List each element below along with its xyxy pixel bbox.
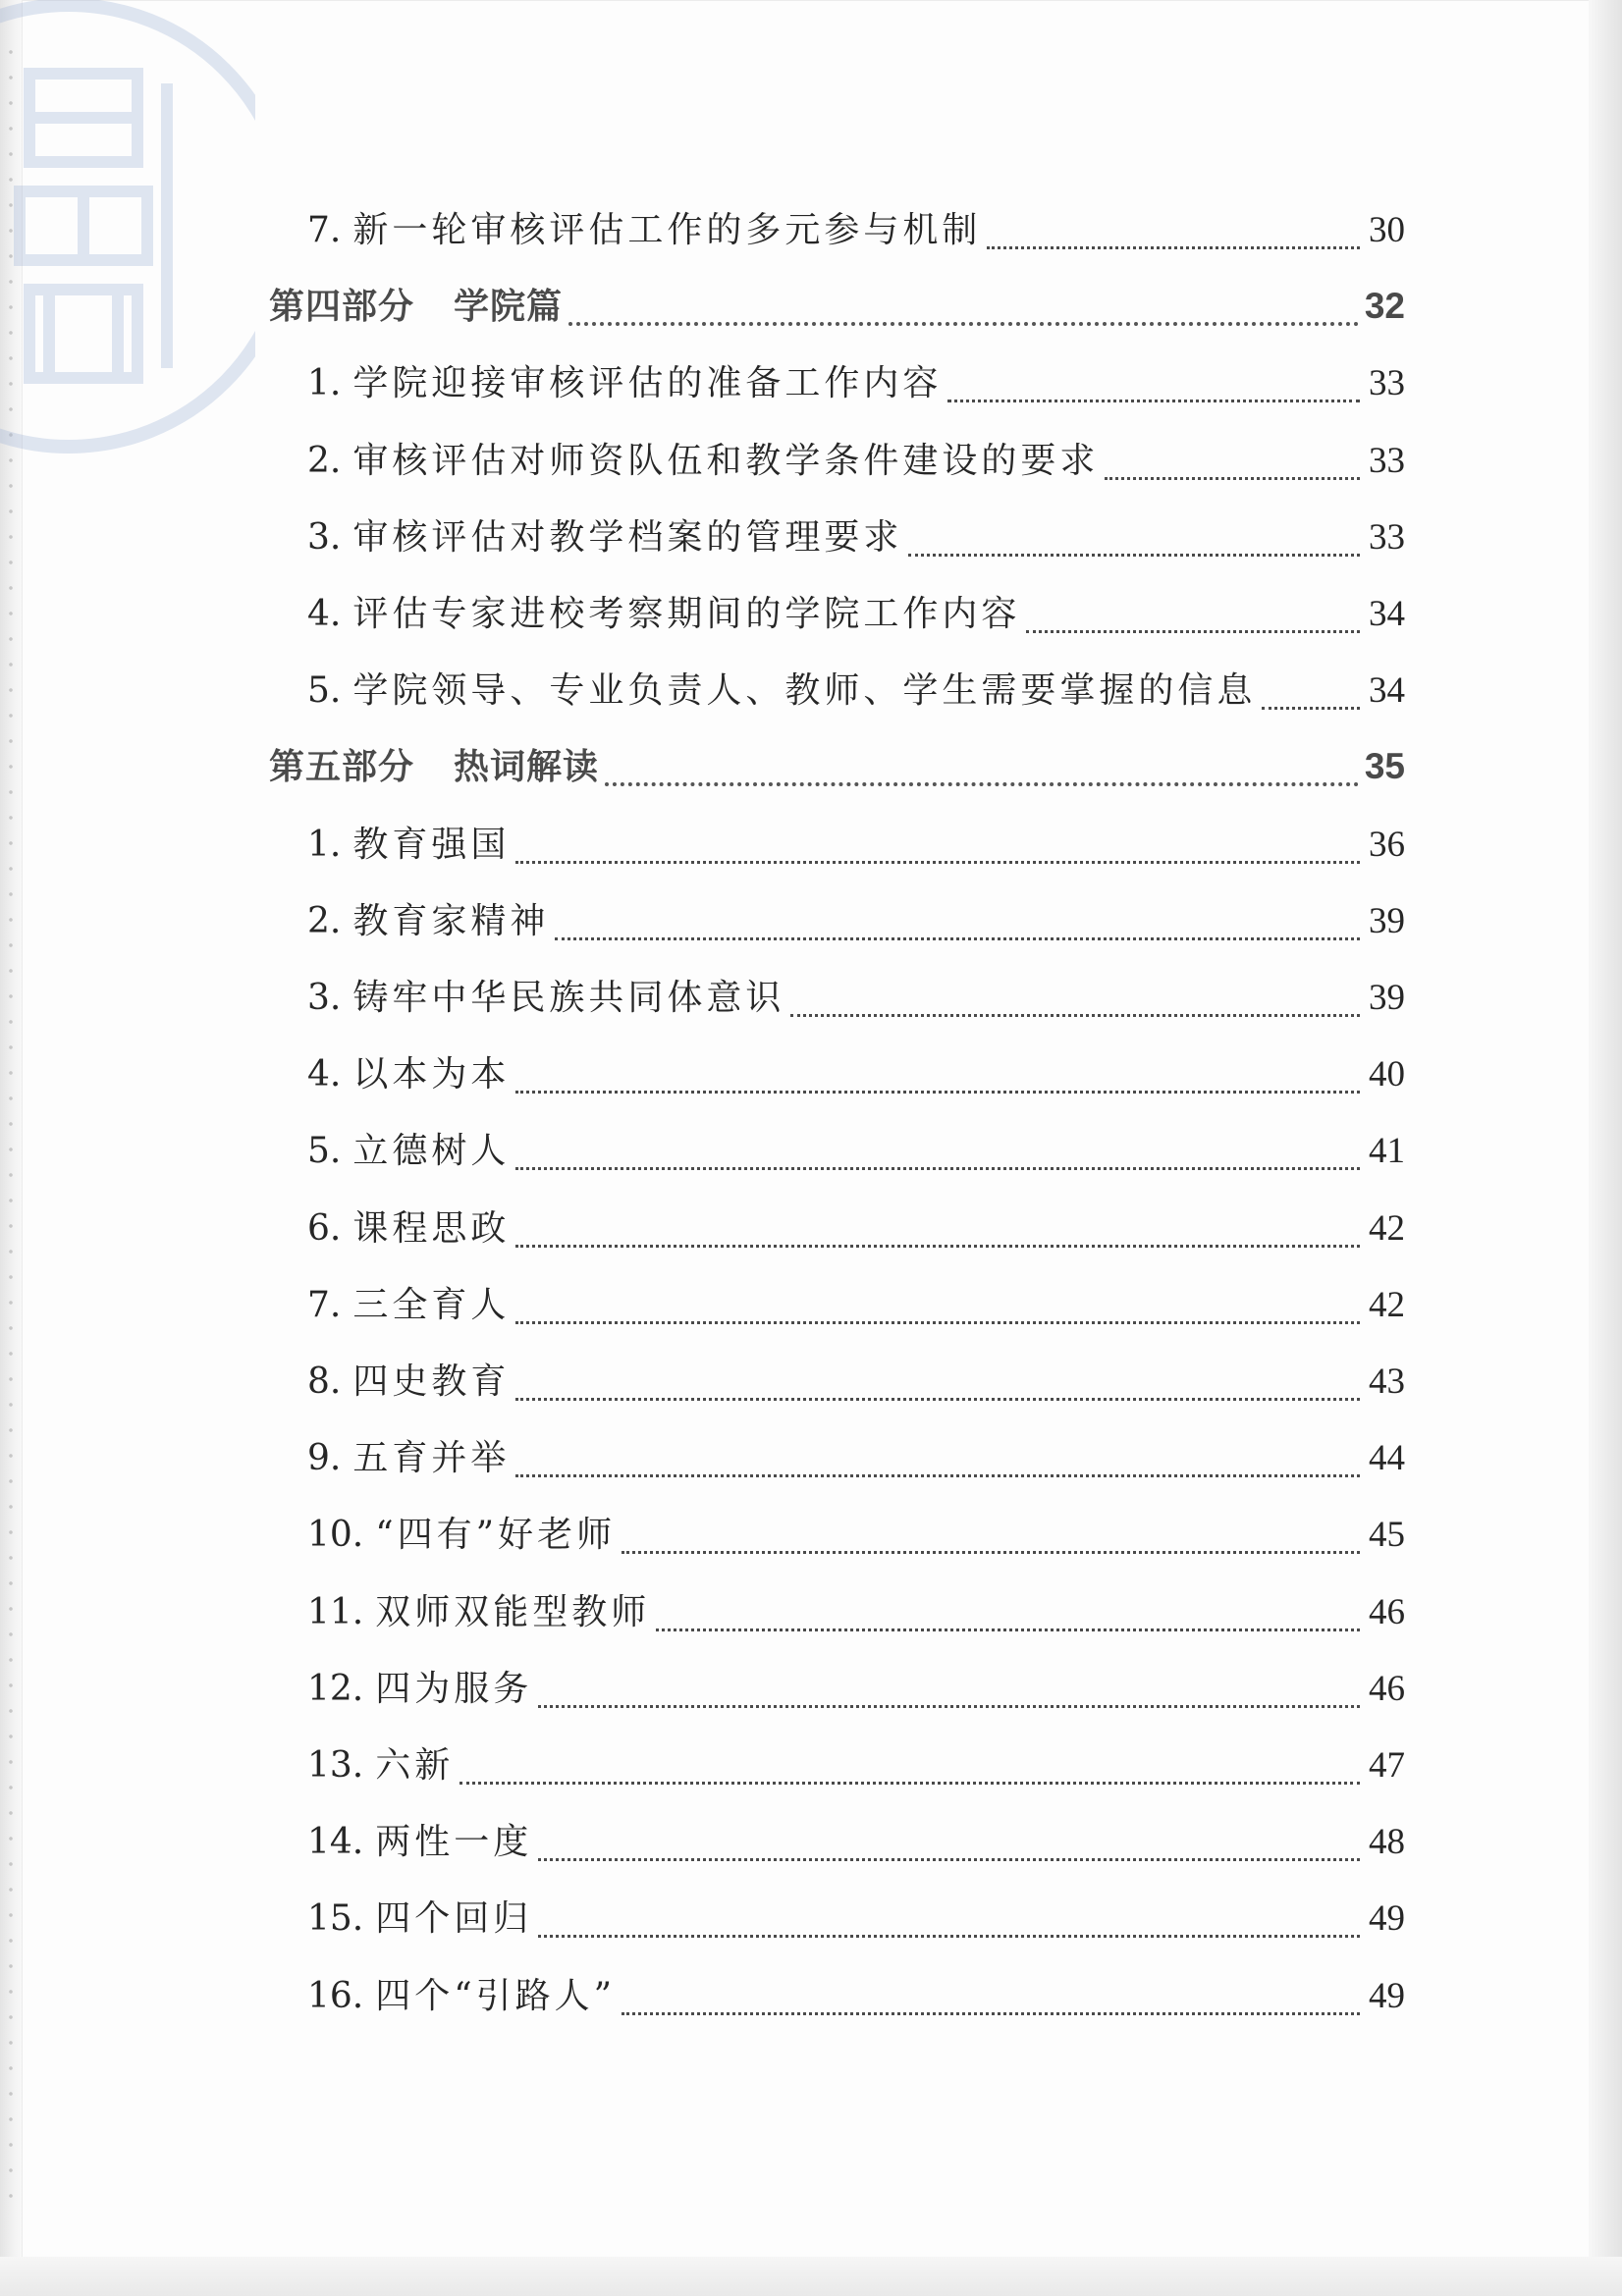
toc-page-number: 33 [1369, 363, 1405, 404]
toc-page-number: 42 [1369, 1284, 1405, 1325]
toc-number: 16. [307, 1975, 364, 2016]
dot-leader [1105, 477, 1360, 480]
toc-title: 审核评估对师资队伍和教学条件建设的要求 [352, 440, 1100, 481]
toc-number: 14. [307, 1822, 364, 1863]
dot-leader [908, 554, 1360, 557]
dot-leader [515, 1474, 1360, 1477]
toc-page-number: 44 [1369, 1438, 1405, 1479]
toc-page-number: 42 [1369, 1207, 1405, 1249]
toc-number: 5. [307, 1131, 342, 1172]
toc-number: 1. [307, 363, 342, 404]
toc-title: 铸牢中华民族共同体意识 [352, 978, 785, 1018]
toc-title: 六新 [375, 1745, 455, 1786]
toc-page-number: 46 [1369, 1668, 1405, 1709]
toc-page-number: 34 [1369, 594, 1405, 634]
toc-number: 15. [307, 1898, 364, 1940]
toc-part-heading [269, 279, 1405, 338]
dot-leader [555, 937, 1360, 940]
toc-page-number: 46 [1369, 1591, 1405, 1632]
toc-page-number: 47 [1369, 1745, 1405, 1786]
dot-leader [947, 400, 1360, 402]
toc-number: 9. [307, 1438, 342, 1479]
toc-page-number: 49 [1369, 1975, 1405, 2016]
toc-entry [307, 1277, 1405, 1336]
toc-number: 11. [307, 1591, 364, 1632]
toc-page-number: 49 [1369, 1898, 1405, 1940]
toc-page-number: 43 [1369, 1362, 1405, 1402]
toc-number: 3. [307, 978, 342, 1018]
dot-leader [605, 782, 1359, 786]
toc-title: 立德树人 [352, 1131, 511, 1172]
dot-leader [515, 1321, 1360, 1324]
dot-leader [987, 246, 1360, 249]
toc-number: 8. [307, 1362, 342, 1402]
toc-entry [307, 433, 1405, 492]
toc-title: 双师双能型教师 [375, 1591, 651, 1632]
toc-title: 学院迎接审核评估的准备工作内容 [352, 363, 943, 404]
toc-title: 四个“引路人” [375, 1975, 617, 2016]
toc-number: 4. [307, 1054, 342, 1095]
dot-leader [515, 861, 1360, 864]
toc-title: 以本为本 [352, 1054, 511, 1095]
toc-title: 课程思政 [352, 1207, 511, 1249]
toc-title: 学院篇 [454, 287, 564, 328]
dot-leader [538, 1935, 1360, 1938]
toc-number: 12. [307, 1668, 364, 1709]
toc-part-heading [269, 739, 1405, 798]
dot-leader [538, 1705, 1360, 1708]
toc-title: 五育并举 [352, 1438, 511, 1479]
toc-number: 10. [307, 1515, 364, 1556]
toc-page-number: 33 [1369, 516, 1405, 558]
toc-title: 四为服务 [375, 1668, 533, 1709]
toc-number: 2. [307, 440, 342, 481]
toc-entry [307, 1201, 1405, 1259]
toc-entry [307, 1968, 1405, 2027]
toc-entry [307, 893, 1405, 952]
dot-leader [1262, 707, 1360, 710]
toc-page-number: 30 [1369, 210, 1405, 250]
dot-leader [656, 1629, 1360, 1631]
toc-entry [307, 202, 1405, 261]
toc-title: 三全育人 [352, 1284, 511, 1325]
toc-number: 2. [307, 900, 342, 941]
toc-title: 学院领导、专业负责人、教师、学生需要掌握的信息 [352, 670, 1257, 712]
toc-entry [307, 1046, 1405, 1105]
toc-entry [307, 817, 1405, 876]
toc-title: 教育家精神 [352, 900, 550, 941]
toc-page-number: 34 [1369, 670, 1405, 712]
toc-entry [307, 663, 1405, 721]
toc-entry [307, 1891, 1405, 1949]
toc-entry [307, 1430, 1405, 1489]
dot-leader [538, 1858, 1360, 1861]
dot-leader [515, 1091, 1360, 1094]
toc-number: 4. [307, 594, 342, 634]
dot-leader [515, 1245, 1360, 1248]
toc-entry [307, 1737, 1405, 1796]
toc-page-number: 39 [1369, 900, 1405, 941]
dot-leader [460, 1782, 1360, 1785]
toc-number: 1. [307, 824, 342, 865]
toc-entry [307, 970, 1405, 1029]
toc-page-number: 48 [1369, 1822, 1405, 1863]
toc-entry [307, 1123, 1405, 1182]
toc-title: 教育强国 [352, 824, 511, 865]
toc-page-number: 40 [1369, 1054, 1405, 1095]
toc-page-number: 41 [1369, 1131, 1405, 1172]
dot-leader [515, 1167, 1360, 1170]
dot-leader [790, 1014, 1360, 1017]
toc-number: 第四部分 [269, 287, 415, 328]
toc-title: 热词解读 [454, 747, 600, 788]
toc-title: 四个回归 [375, 1898, 533, 1940]
toc-entry [307, 586, 1405, 645]
toc-entry [307, 1584, 1405, 1643]
dot-leader [622, 2012, 1360, 2015]
toc-entry [307, 1507, 1405, 1566]
dot-leader [568, 322, 1359, 326]
toc-title: 审核评估对教学档案的管理要求 [352, 516, 903, 558]
dot-leader [515, 1398, 1360, 1401]
toc-title: 评估专家进校考察期间的学院工作内容 [352, 594, 1021, 634]
toc-page-number: 39 [1369, 978, 1405, 1018]
toc-entry [307, 355, 1405, 414]
toc-title: 四史教育 [352, 1362, 511, 1402]
toc-entry [307, 1814, 1405, 1873]
toc-title: “四有”好老师 [375, 1515, 617, 1556]
toc-number: 第五部分 [269, 747, 415, 788]
toc-page-number: 33 [1369, 440, 1405, 481]
dot-leader [1026, 630, 1360, 633]
toc-entry [307, 1661, 1405, 1720]
toc-page-number: 45 [1369, 1515, 1405, 1556]
toc-number: 7. [307, 210, 342, 250]
toc-entry [307, 509, 1405, 568]
toc-number: 13. [307, 1745, 364, 1786]
toc-entry [307, 1354, 1405, 1413]
toc-number: 7. [307, 1284, 342, 1325]
toc-number: 6. [307, 1207, 342, 1249]
dot-leader [622, 1551, 1360, 1554]
toc-page-number: 32 [1364, 286, 1405, 327]
toc-title: 两性一度 [375, 1822, 533, 1863]
toc-number: 5. [307, 670, 342, 712]
toc-number: 3. [307, 516, 342, 558]
toc-page-number: 35 [1364, 746, 1405, 787]
toc-title: 新一轮审核评估工作的多元参与机制 [352, 210, 982, 250]
toc-page-number: 36 [1369, 824, 1405, 865]
